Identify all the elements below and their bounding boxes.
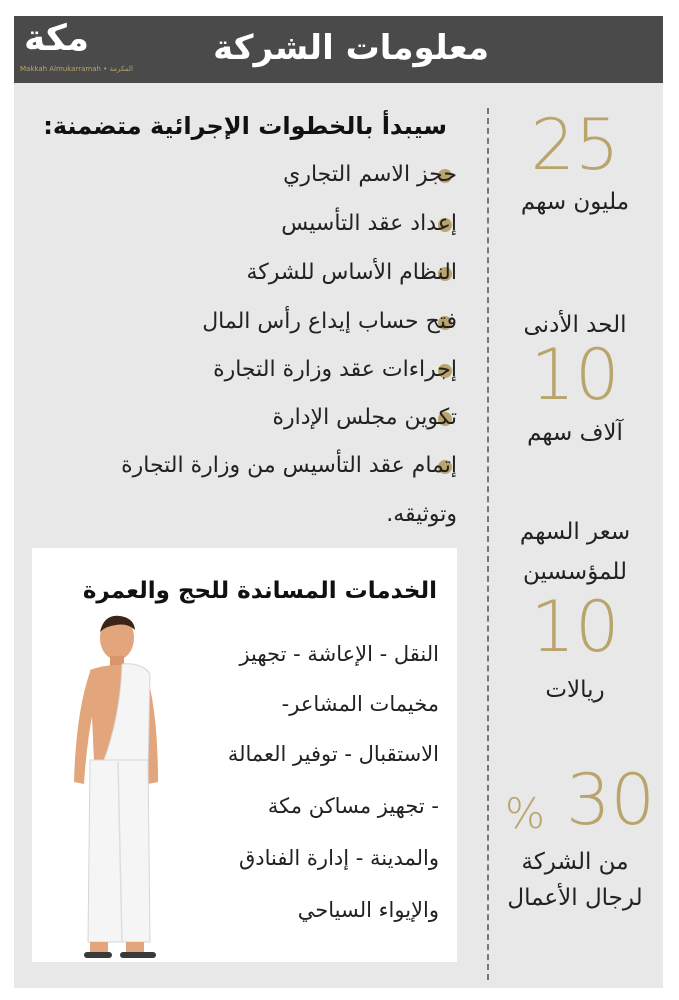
- service-line: - تجهيز مساكن مكة: [267, 794, 439, 818]
- column-divider: [487, 108, 489, 980]
- step-item: إجراءات عقد وزارة التجارة: [213, 357, 457, 382]
- logo-subtitle: Makkah Almukarramah • المكرمة: [20, 65, 133, 73]
- stat-business-number: 30: [566, 759, 656, 841]
- services-card: [32, 548, 457, 962]
- steps-title: سيبدأ بالخطوات الإجرائية متضمنة:: [43, 112, 447, 140]
- stat-business-label-1: من الشركة: [521, 849, 629, 875]
- stat-shares-label: مليون سهم: [520, 189, 630, 215]
- stat-business-percent: %: [505, 789, 545, 838]
- step-item: حجز الاسم التجاري: [283, 162, 457, 187]
- logo-text: مكة: [24, 18, 90, 59]
- logo: [14, 16, 134, 83]
- stat-price-number: 10: [530, 586, 620, 668]
- step-item: النظام الأساس للشركة: [246, 260, 457, 285]
- step-item: فتح حساب إيداع رأس المال: [202, 309, 457, 334]
- stat-business-label-2: لرجال الأعمال: [507, 885, 643, 911]
- step-item: إعداد عقد التأسيس: [281, 211, 457, 236]
- stat-minimum-number: 10: [530, 334, 620, 416]
- services-title: الخدمات المساندة للحج والعمرة: [82, 578, 437, 604]
- step-item-continuation: وتوثيقه.: [386, 502, 457, 527]
- step-item: إتمام عقد التأسيس من وزارة التجارة: [121, 453, 457, 478]
- pilgrim-illustration: [60, 612, 170, 967]
- stat-minimum-label: الحد الأدنى: [523, 312, 627, 338]
- service-line: مخيمات المشاعر-: [281, 692, 439, 716]
- service-line: والمدينة - إدارة الفنادق: [239, 846, 439, 870]
- service-line: والإيواء السياحي: [297, 898, 439, 922]
- service-line: النقل - الإعاشة - تجهيز: [239, 642, 439, 666]
- stat-minimum-unit: آلاف سهم: [527, 420, 623, 446]
- page-title: معلومات الشركة: [213, 28, 489, 68]
- step-item: تكوين مجلس الإدارة: [272, 405, 457, 430]
- stat-price-label-2: للمؤسسين: [522, 559, 628, 585]
- service-line: الاستقبال - توفير العمالة: [227, 742, 439, 766]
- stat-shares-number: 25: [530, 104, 620, 186]
- stat-price-unit: ريالات: [545, 677, 605, 703]
- stat-price-label-1: سعر السهم: [519, 519, 631, 545]
